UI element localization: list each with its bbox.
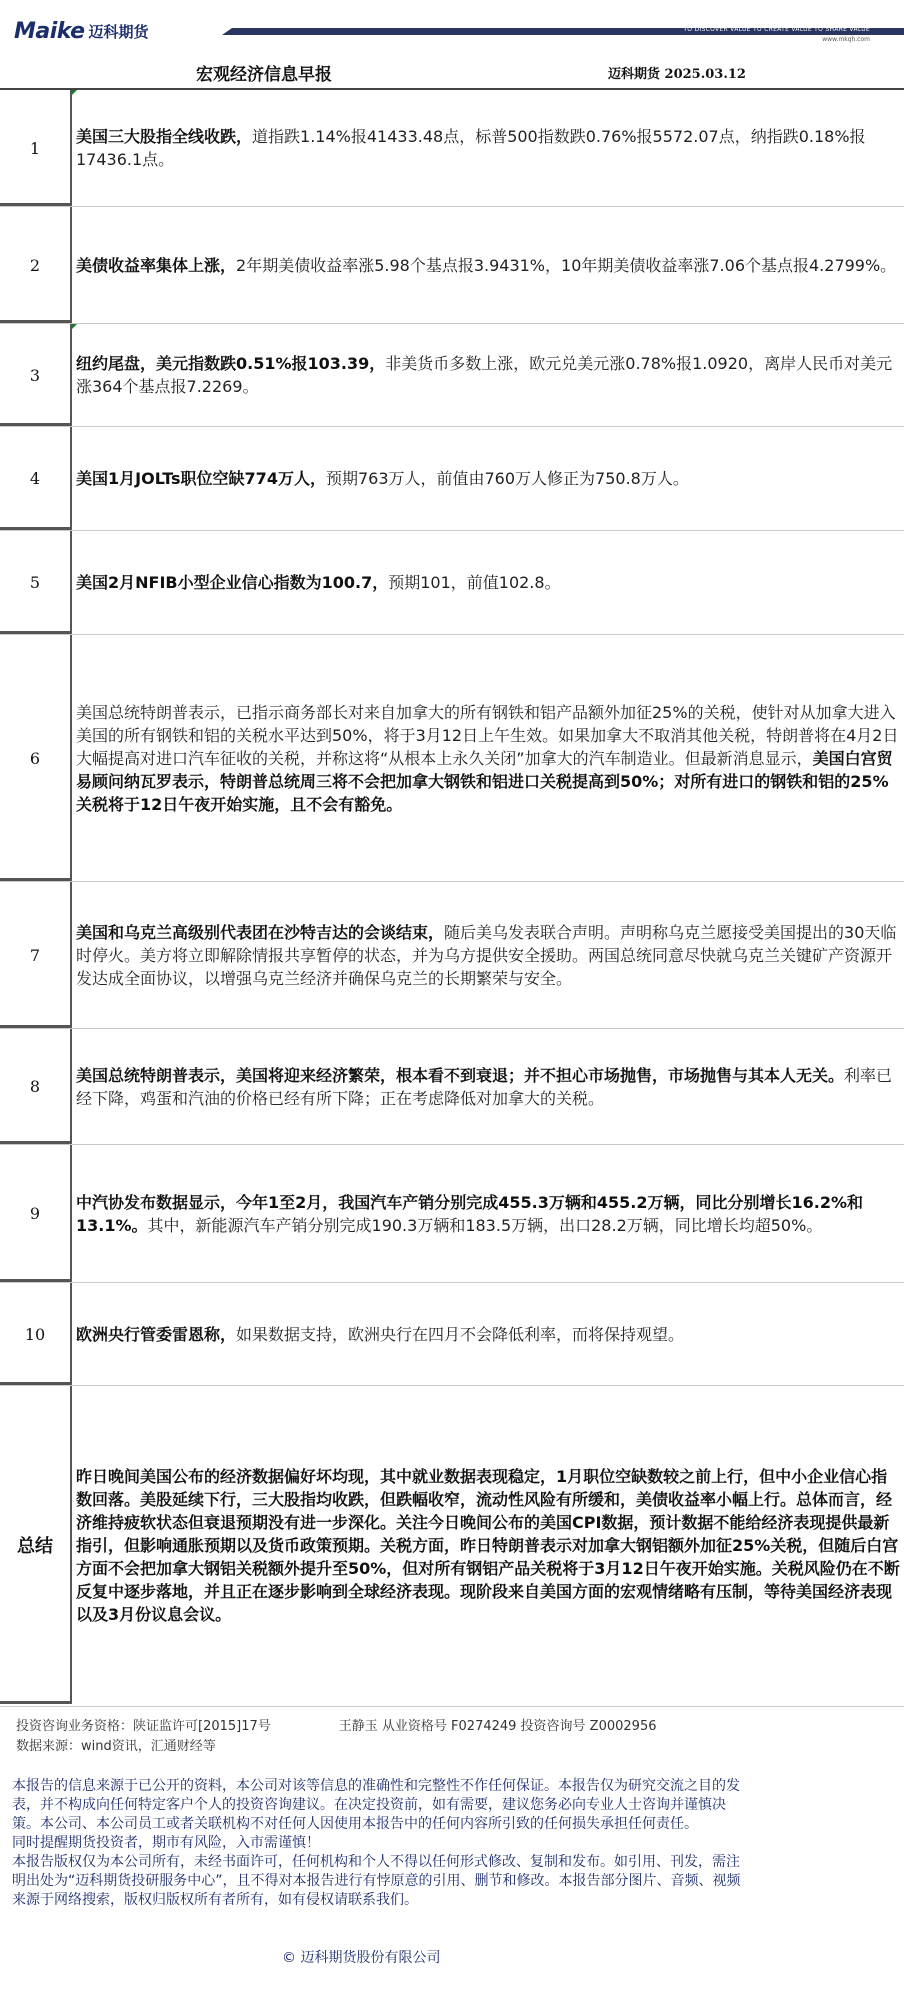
row-number: 8: [0, 1029, 72, 1144]
row-body: 2年期美债收益率涨5.98个基点报3.9431%，10年期美债收益率涨7.06个基点报4.2799%。: [236, 255, 897, 275]
table-row: [0, 530, 904, 634]
row-body: 道指跌1.14%报41433.48点，标普500指数跌0.76%报5572.07点，纳指跌0.18%报17436.1点。: [76, 127, 866, 169]
qualification-line: [16, 1715, 657, 1734]
logo-cn: 迈科期货: [88, 22, 149, 41]
table-row: [0, 206, 904, 323]
row-body: 如果数据支持，欧洲央行在四月不会降低利率，而将保持观望。: [236, 1324, 685, 1344]
row-headline: 纽约尾盘，美元指数跌0.51%报103.39，: [76, 354, 386, 373]
company-logo: [14, 18, 149, 44]
table-row: [0, 881, 904, 1028]
row-headline: 美国1月JOLTs职位空缺774万人，: [76, 469, 326, 488]
row-number: 9: [0, 1145, 72, 1282]
row-number: 4: [0, 427, 72, 530]
disclaimer-paragraph: 本报告的信息来源于已公开的资料，本公司对该等信息的准确性和完整性不作任何保证。本报告仅为研究交流之目的发表，并不构成向任何特定客户个人的投资咨询建议。在决定投资前，如有需要，建议您务必向专业人士咨询并谨慎决策。本公司、本公司员工或者关联机构不对任何人因使用本报告中的任何内容所引致的任何损失承担任何责任。: [12, 1778, 740, 1832]
row-headline: 美国和乌克兰高级别代表团在沙特吉达的会谈结束，: [76, 922, 445, 942]
row-number: 2: [0, 207, 72, 323]
row-content: [72, 1029, 904, 1144]
data-source: 数据来源：wind资讯，汇通财经等: [16, 1739, 216, 1754]
row-content: [72, 427, 904, 530]
report-title: 宏观经济信息早报: [196, 65, 332, 85]
logo-brand: Maike: [14, 18, 85, 44]
table-row: [0, 1028, 904, 1144]
copyright: © 迈科期货股份有限公司: [282, 1950, 441, 1966]
table-row: [0, 426, 904, 530]
summary-row: [0, 1385, 904, 1704]
row-number: 6: [0, 635, 72, 881]
row-body: 非美货币多数上涨，欧元兑美元涨0.78%报1.0920，离岸人民币对美元涨364个基点报7.2269。: [76, 354, 893, 396]
banner-slogan: TO DISCOVER VALUE TO CREATE VALUE TO SHARE VALUE: [683, 26, 870, 33]
row-body: 利率已经下降，鸡蛋和汽油的价格已经有所下降；正在考虑降低对加拿大的关税。: [76, 1065, 893, 1108]
row-body: 预期101，前值102.8。: [388, 573, 561, 592]
news-table: [0, 88, 904, 1704]
row-content: [72, 1283, 904, 1385]
row-number: 7: [0, 882, 72, 1028]
qualification: 投资咨询业务资格：陕证监许可[2015]17号: [16, 1719, 271, 1734]
row-body: 美国总统特朗普表示，已指示商务部长对来自加拿大的所有钢铁和铝产品额外加征25%的关税，使针对从加拿大进入美国的所有钢铁和铝的关税水平达到50%，将于3月12日上午生效。如果加拿大不取消其他关税，特朗普将在4月2日大幅提高对进口汽车征收的关税，并称这将“从根本上永久关闭”加拿大的汽车制造业。但最新消息显示，: [76, 702, 899, 768]
row-content: [72, 324, 904, 426]
row-number: 5: [0, 531, 72, 634]
copyright-notice: 本报告版权仅为本公司所有，未经书面许可，任何机构和个人不得以任何形式修改、复制和发布。如引用、刊发，需注明出处为“迈科期货投研服务中心”，且不得对本报告进行有悖原意的引用、删节和修改。本报告部分图片、音频、视频来源于网络搜索，版权归版权所有者所有，如有侵权请联系我们。: [12, 1854, 741, 1908]
row-body: 预期763万人，前值由760万人修正为750.8万人。: [325, 469, 689, 488]
row-headline: 美国三大股指全线收跌，: [76, 127, 253, 146]
row-headline: 美国白宫贸易顾问纳瓦罗表示，特朗普总统周三将不会把加拿大钢铁和铝进口关税提高到50%；对所有进口的钢铁和铝的25%关税将于12日午夜开始实施，且不会有豁免。: [76, 748, 893, 814]
row-headline: 欧洲央行管委雷恩称，: [76, 1324, 237, 1344]
table-row: [0, 323, 904, 426]
row-headline: 美债收益率集体上涨，: [76, 255, 237, 275]
row-content: [72, 1145, 904, 1282]
table-row: [0, 1144, 904, 1282]
row-number: 1: [0, 90, 72, 206]
row-body: 其中，新能源汽车产销分别完成190.3万辆和183.5万辆，出口28.2万辆，同比增长均超50%。: [147, 1215, 823, 1235]
row-headline: 中汽协发布数据显示，今年1至2月，我国汽车产销分别完成455.3万辆和455.2万辆，同比分别增长16.2%和13.1%。: [76, 1192, 863, 1235]
title-row: [0, 56, 904, 88]
row-body: 随后美乌发表联合声明。声明称乌克兰愿接受美国提出的30天临时停火。美方将立即解除情报共享暂停的状态，并为乌方提供安全援助。两国总统同意尽快就乌克兰关键矿产资源开发达成全面协议，以增强乌克兰经济并确保乌克兰的长期繁荣与安全。: [76, 922, 897, 988]
row-number: 10: [0, 1283, 72, 1385]
summary-content: [72, 1386, 904, 1704]
row-headline: 美国2月NFIB小型企业信心指数为100.7，: [76, 573, 389, 592]
footer-divider: [0, 1706, 904, 1707]
comment-marker-icon: [72, 90, 77, 95]
disclaimer: [12, 1777, 742, 1910]
summary-label: 总结: [0, 1386, 72, 1704]
row-content: [72, 882, 904, 1028]
row-headline: 美国总统特朗普表示，美国将迎来经济繁荣，根本看不到衰退；并不担心市场抛售，市场抛售与其本人无关。: [76, 1065, 845, 1085]
risk-warning: 同时提醒期货投资者，期市有风险，入市需谨慎！: [12, 1835, 320, 1851]
report-meta: 迈科期货 2025.03.12: [608, 67, 746, 82]
table-row: [0, 1282, 904, 1385]
comment-marker-icon: [72, 324, 77, 329]
row-content: [72, 207, 904, 323]
banner-url: www.mkqh.com: [822, 36, 870, 43]
row-content: [72, 90, 904, 206]
row-content: [72, 635, 904, 881]
row-number: 3: [0, 324, 72, 426]
row-content: [72, 531, 904, 634]
table-row: [0, 634, 904, 881]
summary-text: 昨日晚间美国公布的经济数据偏好坏均现，其中就业数据表现稳定，1月职位空缺数较之前上行，但中小企业信心指数回落。美股延续下行，三大股指均收跌，但跌幅收窄，流动性风险有所缓和，美债收益率小幅上行。总体而言，经济维持疲软状态但衰退预期没有进一步深化。关注今日晚间公布的美国CPI数据，预计数据不能给经济表现提供最新指引，但影响通胀预期以及货币政策预期。关税方面，昨日特朗普表示对加拿大钢铝额外加征25%关税，但随后白宫方面不会把加拿大钢铝关税额外提升至50%，但对所有钢铝产品关税将于3月12日午夜开始实施。关税风险仍在不断反复中逐步落地，并且正在逐步影响到全球经济表现。现阶段来自美国方面的宏观情绪略有压制，等待美国经济表现以及3月份议息会议。: [76, 1466, 900, 1624]
header-banner: [0, 0, 904, 48]
analyst-info: 王静玉 从业资格号 F0274249 投资咨询号 Z0002956: [338, 1719, 657, 1734]
table-row: [0, 88, 904, 206]
